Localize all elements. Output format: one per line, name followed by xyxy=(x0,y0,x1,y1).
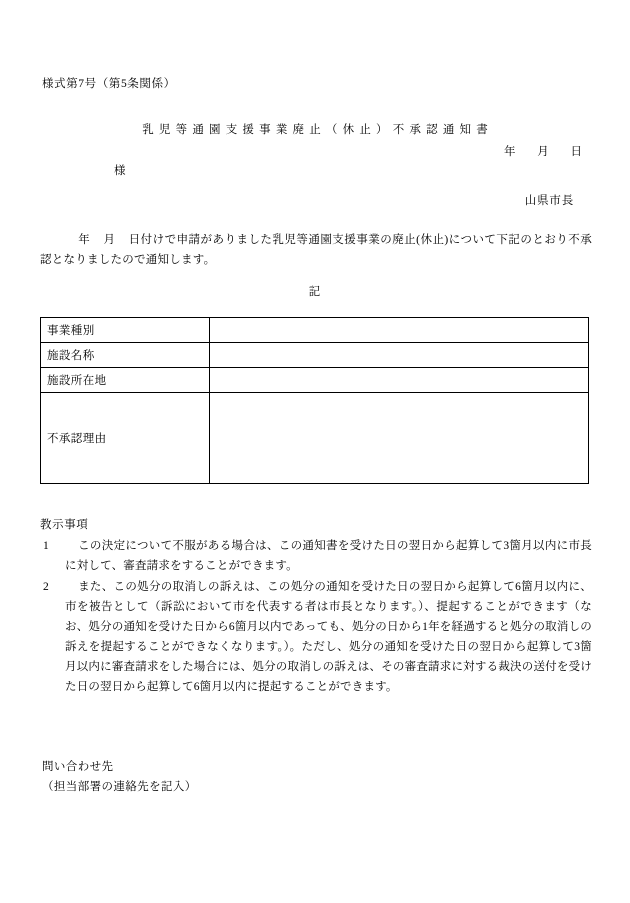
date-day-label: 日 xyxy=(570,146,583,158)
instruction-number-2: 2 xyxy=(43,581,49,593)
row-value-facility-name[interactable] xyxy=(210,343,589,368)
issuer-name: 山県市長 xyxy=(524,195,574,207)
table-row xyxy=(41,318,589,343)
body-paragraph-text: 日付けで申請がありました乳児等通園支援事業の廃止(休止)について下記のとおり不承認となりましたので通知します。 xyxy=(40,234,593,266)
date-year-label: 年 xyxy=(504,146,517,158)
form-number: 様式第7号（第5条関係） xyxy=(42,78,176,90)
body-date-year: 年 xyxy=(78,234,91,246)
contact-note: （担当部署の連絡先を記入） xyxy=(42,781,197,793)
contact-heading: 問い合わせ先 xyxy=(42,761,114,773)
page-title: 乳児等通園支援事業廃止（休止）不承認通知書 xyxy=(142,124,493,136)
body-paragraph xyxy=(40,230,592,270)
ki-marker: 記 xyxy=(308,286,322,298)
table-row xyxy=(41,343,589,368)
row-value-disapproval-reason[interactable] xyxy=(210,393,589,484)
contact-section xyxy=(42,757,197,797)
row-label-disapproval-reason: 不承認理由 xyxy=(41,393,210,484)
row-label-facility-name: 施設名称 xyxy=(41,343,210,368)
instruction-text-1 xyxy=(65,536,592,576)
row-label-facility-address: 施設所在地 xyxy=(41,368,210,393)
instruction-text-2 xyxy=(65,577,592,697)
row-value-business-type[interactable] xyxy=(210,318,589,343)
addressee-honorific: 様 xyxy=(114,165,126,177)
facility-info-table xyxy=(40,317,589,484)
table-row xyxy=(41,368,589,393)
row-label-business-type: 事業種別 xyxy=(41,318,210,343)
instructions-section xyxy=(40,516,592,697)
instruction-item-1 xyxy=(40,536,592,576)
instruction-body-2: また、この処分の取消しの訴えは、この処分の通知を受けた日の翌日から起算して6箇月以内に、市を被告として（訴訟において市を代表する者は市長となります。）、提起することができます（なお、処分の通知を受けた日から6箇月以内であっても、処分の日から1年を経過すると処分の取消しの訴えを提起することができなくなります。）。ただし、処分の通知を受けた日の翌日から起算して3箇月以内に審査請求をした場合には、処分の取消しの訴えは、その審査請求に対する裁決の送付を受けた日の翌日から起算して6箇月以内に提起することができます。 xyxy=(65,581,592,693)
issue-date-line xyxy=(504,143,583,159)
instructions-heading: 教示事項 xyxy=(40,519,89,531)
body-date-month: 月 xyxy=(103,234,116,246)
instruction-number-1: 1 xyxy=(43,540,49,552)
date-month-label: 月 xyxy=(537,146,550,158)
table-row xyxy=(41,393,589,484)
instruction-body-1: この決定について不服がある場合は、この通知書を受けた日の翌日から起算して3箇月以内に市長に対して、審査請求をすることができます。 xyxy=(65,540,592,572)
instruction-item-2 xyxy=(40,577,592,697)
row-value-facility-address[interactable] xyxy=(210,368,589,393)
